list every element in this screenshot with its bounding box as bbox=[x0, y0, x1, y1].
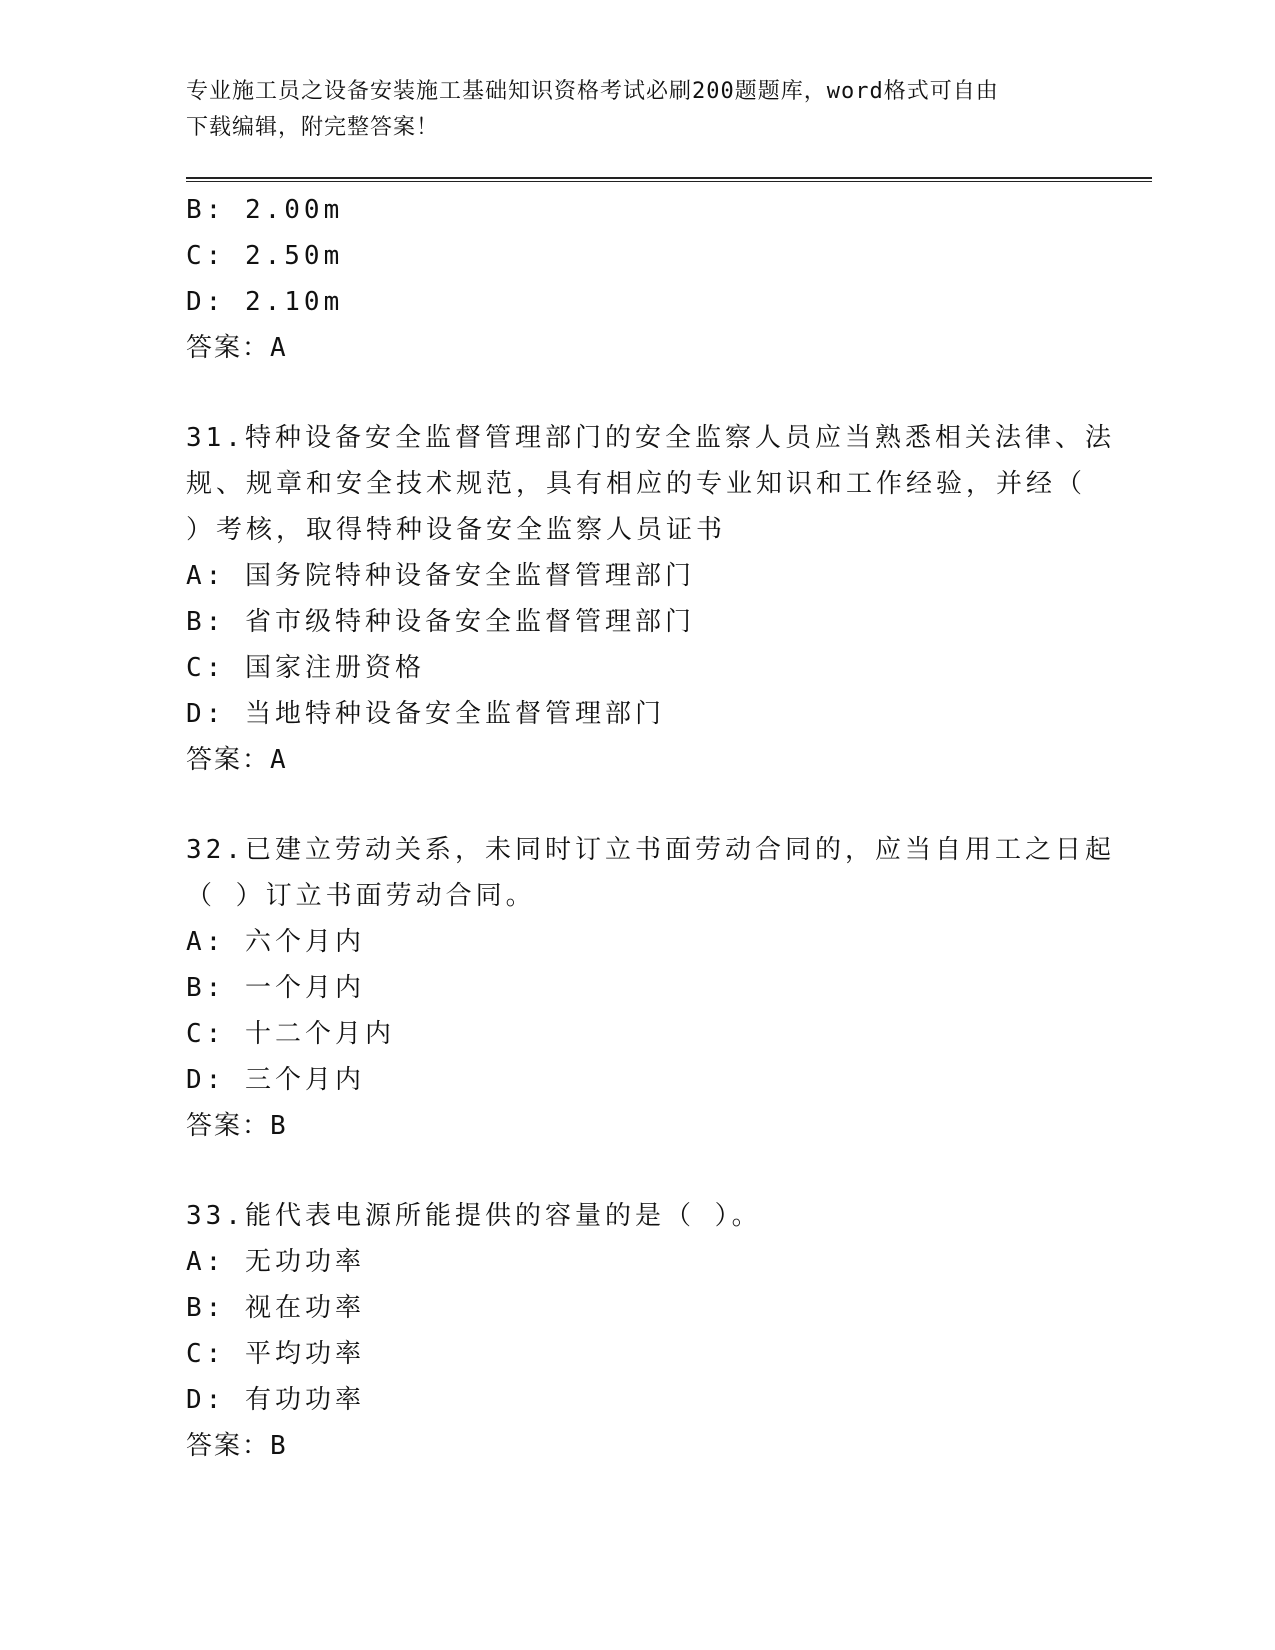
option-d: D: 有功功率 bbox=[186, 1385, 365, 1415]
option-d: D: 2.10m bbox=[186, 287, 344, 317]
previous-question-tail bbox=[186, 187, 1086, 371]
option-c: C: 平均功率 bbox=[186, 1339, 365, 1369]
option-b: B: 一个月内 bbox=[186, 973, 365, 1003]
question-text-line: ）考核，取得特种设备安全监察人员证书 bbox=[186, 515, 727, 545]
question-32 bbox=[186, 827, 1115, 1149]
option-d: D: 当地特种设备安全监督管理部门 bbox=[186, 699, 665, 729]
answer-line: 答案：B bbox=[186, 1431, 288, 1461]
option-a: A: 六个月内 bbox=[186, 927, 365, 957]
option-b: B: 视在功率 bbox=[186, 1293, 365, 1323]
option-a: A: 无功功率 bbox=[186, 1247, 365, 1277]
header-title-line-2: 下载编辑，附完整答案！ bbox=[186, 115, 440, 140]
header-divider-thick bbox=[186, 177, 1152, 179]
question-text-line: （ ）订立书面劳动合同。 bbox=[186, 881, 536, 911]
question-31 bbox=[186, 415, 1115, 783]
header-divider-thin bbox=[186, 181, 1152, 182]
option-d: D: 三个月内 bbox=[186, 1065, 365, 1095]
question-text-line: 32.已建立劳动关系，未同时订立书面劳动合同的，应当自用工之日起 bbox=[186, 835, 1115, 865]
option-c: C: 国家注册资格 bbox=[186, 653, 425, 683]
answer-line: 答案：A bbox=[186, 745, 288, 775]
option-c: C: 2.50m bbox=[186, 241, 344, 271]
document-header bbox=[186, 74, 1106, 146]
option-b: B: 2.00m bbox=[186, 195, 344, 225]
answer-line: 答案：B bbox=[186, 1111, 288, 1141]
question-text-line: 33.能代表电源所能提供的容量的是（ ）。 bbox=[186, 1201, 762, 1231]
option-a: A: 国务院特种设备安全监督管理部门 bbox=[186, 561, 695, 591]
question-text-line: 31.特种设备安全监督管理部门的安全监察人员应当熟悉相关法律、法 bbox=[186, 423, 1115, 453]
option-c: C: 十二个月内 bbox=[186, 1019, 395, 1049]
header-title-line-1: 专业施工员之设备安装施工基础知识资格考试必刷200题题库，word格式可自由 bbox=[186, 79, 999, 104]
option-b: B: 省市级特种设备安全监督管理部门 bbox=[186, 607, 695, 637]
answer-line: 答案：A bbox=[186, 333, 288, 363]
question-content bbox=[186, 187, 1115, 1469]
question-text-line: 规、规章和安全技术规范，具有相应的专业知识和工作经验，并经（ bbox=[186, 469, 1087, 499]
question-33 bbox=[186, 1193, 1086, 1469]
